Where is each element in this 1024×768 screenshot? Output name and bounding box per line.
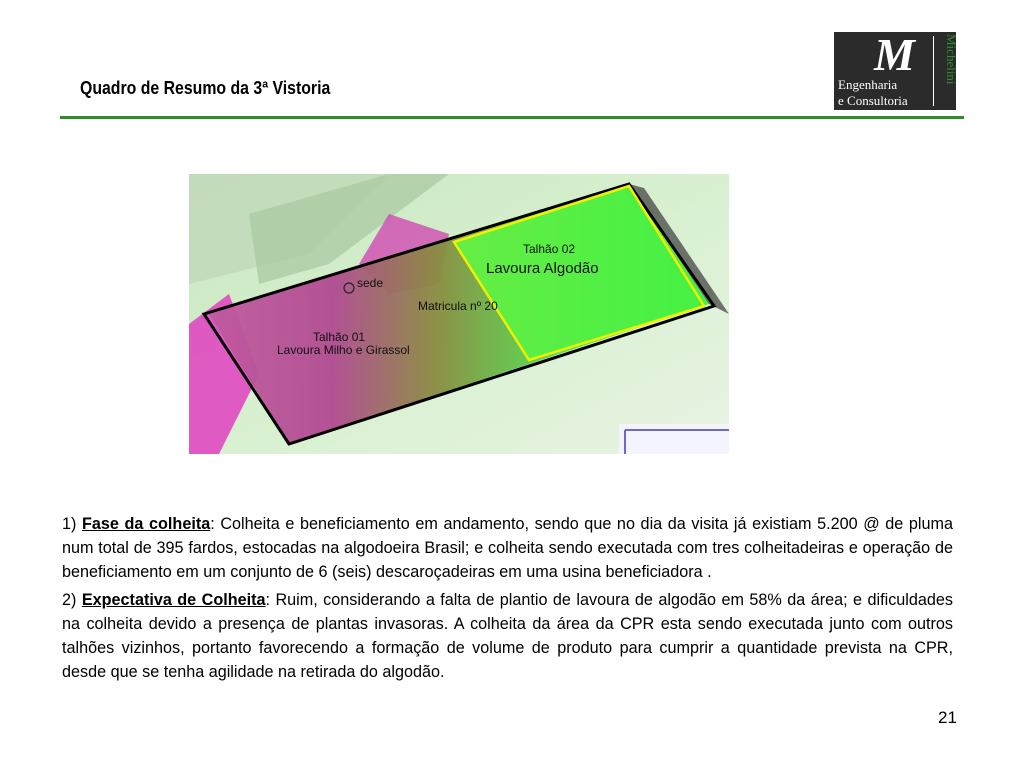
item-1 <box>62 512 953 584</box>
label-matricula: Matricula nº 20 <box>418 299 498 313</box>
logo-divider <box>933 36 934 106</box>
satellite-map <box>189 174 729 454</box>
company-logo <box>834 29 959 110</box>
item-1-number: 1) <box>62 515 83 533</box>
page-number: 21 <box>938 708 957 727</box>
label-sede: sede <box>357 276 384 290</box>
label-talhao-02: Talhão 02 <box>523 242 576 256</box>
item-2 <box>62 588 953 684</box>
item-2-number: 2) <box>62 591 82 609</box>
logo-vertical-text: Michelini <box>944 34 959 85</box>
item-1-text: : Colheita e beneficiamento em andamento, sendo que no dia da visita já existiam 5.200 @ de pluma num total de 395 fardos, estocadas na algodoeira Brasil; e colheita sendo executada com tres colheitadeiras e operação de beneficiamento em um conjunto de 6 (seis) descaroçadeiras em uma usina beneficiadora . <box>62 515 953 581</box>
item-1-heading: Fase da colheita <box>82 515 211 533</box>
logo-line-1: Engenharia <box>838 77 898 92</box>
header-divider <box>60 116 964 119</box>
logo-line-2: e Consultoria <box>838 93 908 108</box>
item-2-text: : Ruim, considerando a falta de plantio de lavoura de algodão em 58% da área; e dificuldades na colheita devido a presença de plantas invasoras. A colheita da área da CPR esta sendo executada junto com outros talhões vizinhos, portanto favorecendo a formação de volume de produto para cumprir a quantidade prevista na CPR, desde que se tenha agilidade na retirada do algodão. <box>62 591 953 681</box>
label-lavoura-milho: Lavoura Milho e Girassol <box>277 343 410 357</box>
label-talhao-01: Talhão 01 <box>313 330 366 344</box>
logo-letter: M <box>874 29 915 80</box>
summary-text <box>62 512 953 688</box>
item-2-heading: Expectativa de Colheita <box>81 591 266 609</box>
page-title: Quadro de Resumo da 3ª Vistoria <box>80 78 331 98</box>
label-lavoura-algodao: Lavoura Algodão <box>486 260 599 277</box>
